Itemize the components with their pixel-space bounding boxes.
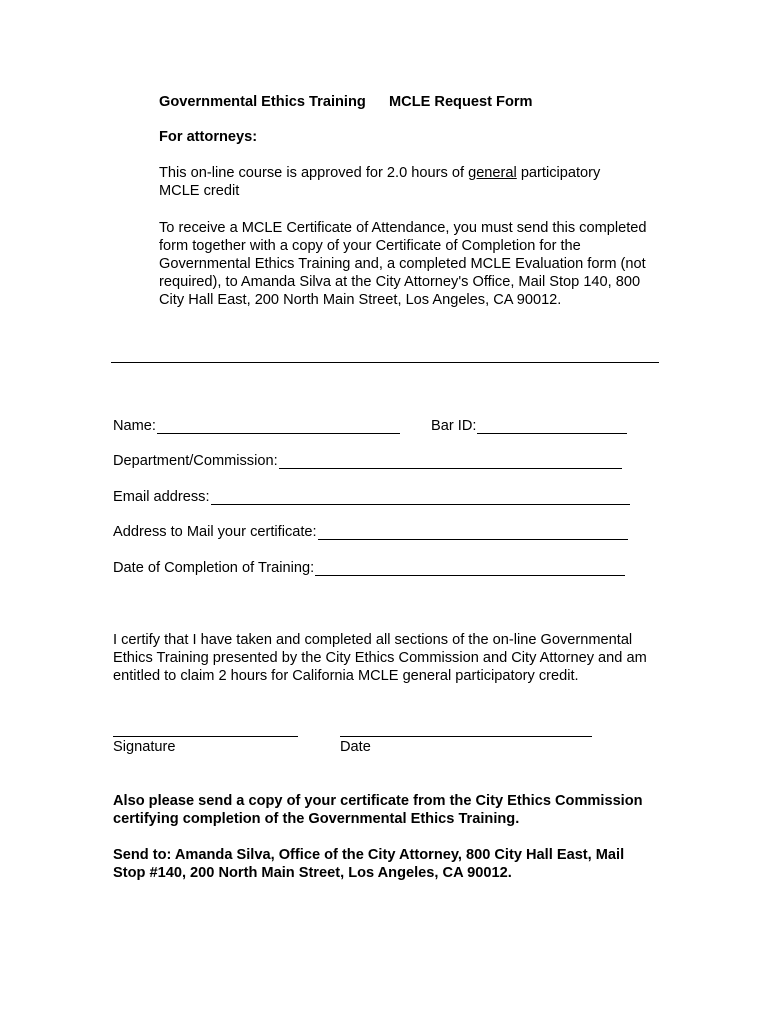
course-approval-underlined: general [468, 165, 517, 181]
signature-line[interactable] [113, 736, 298, 737]
send-to-address: Send to: Amanda Silva, Office of the City Attorney, 800 City Hall East, Mail Stop #140, 200 North Main Street, Los Angeles, CA 90012. [113, 847, 625, 881]
mail-address-input[interactable] [318, 525, 628, 540]
name-field [113, 418, 400, 434]
form-title-left: Governmental Ethics Training [159, 94, 366, 110]
course-approval-line2: MCLE credit [159, 183, 240, 199]
course-approval-suffix: participatory [516, 165, 601, 181]
department-field [113, 453, 622, 469]
form-title-right [389, 94, 533, 110]
course-approval-line1 [159, 165, 600, 181]
bar-id-field [431, 418, 627, 434]
date-label: Date [340, 739, 371, 755]
certification-statement: I certify that I have taken and completed all sections of the on-line Governmental Ethics Training presented by the City Ethics Commission and City Attorney and am entitled to claim 2 hours for California MCLE general participatory credit. [113, 632, 647, 684]
bar-id-label: Bar ID: [431, 418, 477, 434]
email-label: Email address: [113, 489, 210, 505]
course-approval-prefix: This on-line course is approved for 2.0 hours of [159, 165, 469, 181]
name-input[interactable] [157, 419, 400, 434]
form-subtitle: For attorneys: [159, 129, 258, 145]
section-divider [111, 362, 659, 363]
form-title-right-text: MCLE Request Form [389, 94, 533, 110]
mail-address-label: Address to Mail your certificate: [113, 524, 317, 540]
completion-date-label: Date of Completion of Training: [113, 560, 315, 576]
date-line[interactable] [340, 736, 592, 737]
completion-date-field [113, 560, 625, 576]
department-input[interactable] [279, 454, 622, 469]
completion-date-input[interactable] [315, 561, 625, 576]
bar-id-input[interactable] [477, 419, 627, 434]
mail-address-field [113, 524, 628, 540]
department-label: Department/Commission: [113, 453, 278, 469]
instructions-paragraph: To receive a MCLE Certificate of Attendance, you must send this completed form together with a copy of your Certificate of Completion for the Governmental Ethics Training and, a completed MCLE Evaluation form (not required), to Amanda Silva at the City Attorney's Office, Mail Stop 140, 800 City Hall East, 200 North Main Street, Los Angeles, CA 90012. [159, 220, 647, 308]
signature-label: Signature [113, 739, 176, 755]
email-input[interactable] [211, 490, 630, 505]
also-send-note: Also please send a copy of your certificate from the City Ethics Commission certifying completion of the Governmental Ethics Training. [113, 793, 643, 827]
form-title [159, 94, 366, 110]
email-field [113, 489, 630, 505]
name-label: Name: [113, 418, 156, 434]
